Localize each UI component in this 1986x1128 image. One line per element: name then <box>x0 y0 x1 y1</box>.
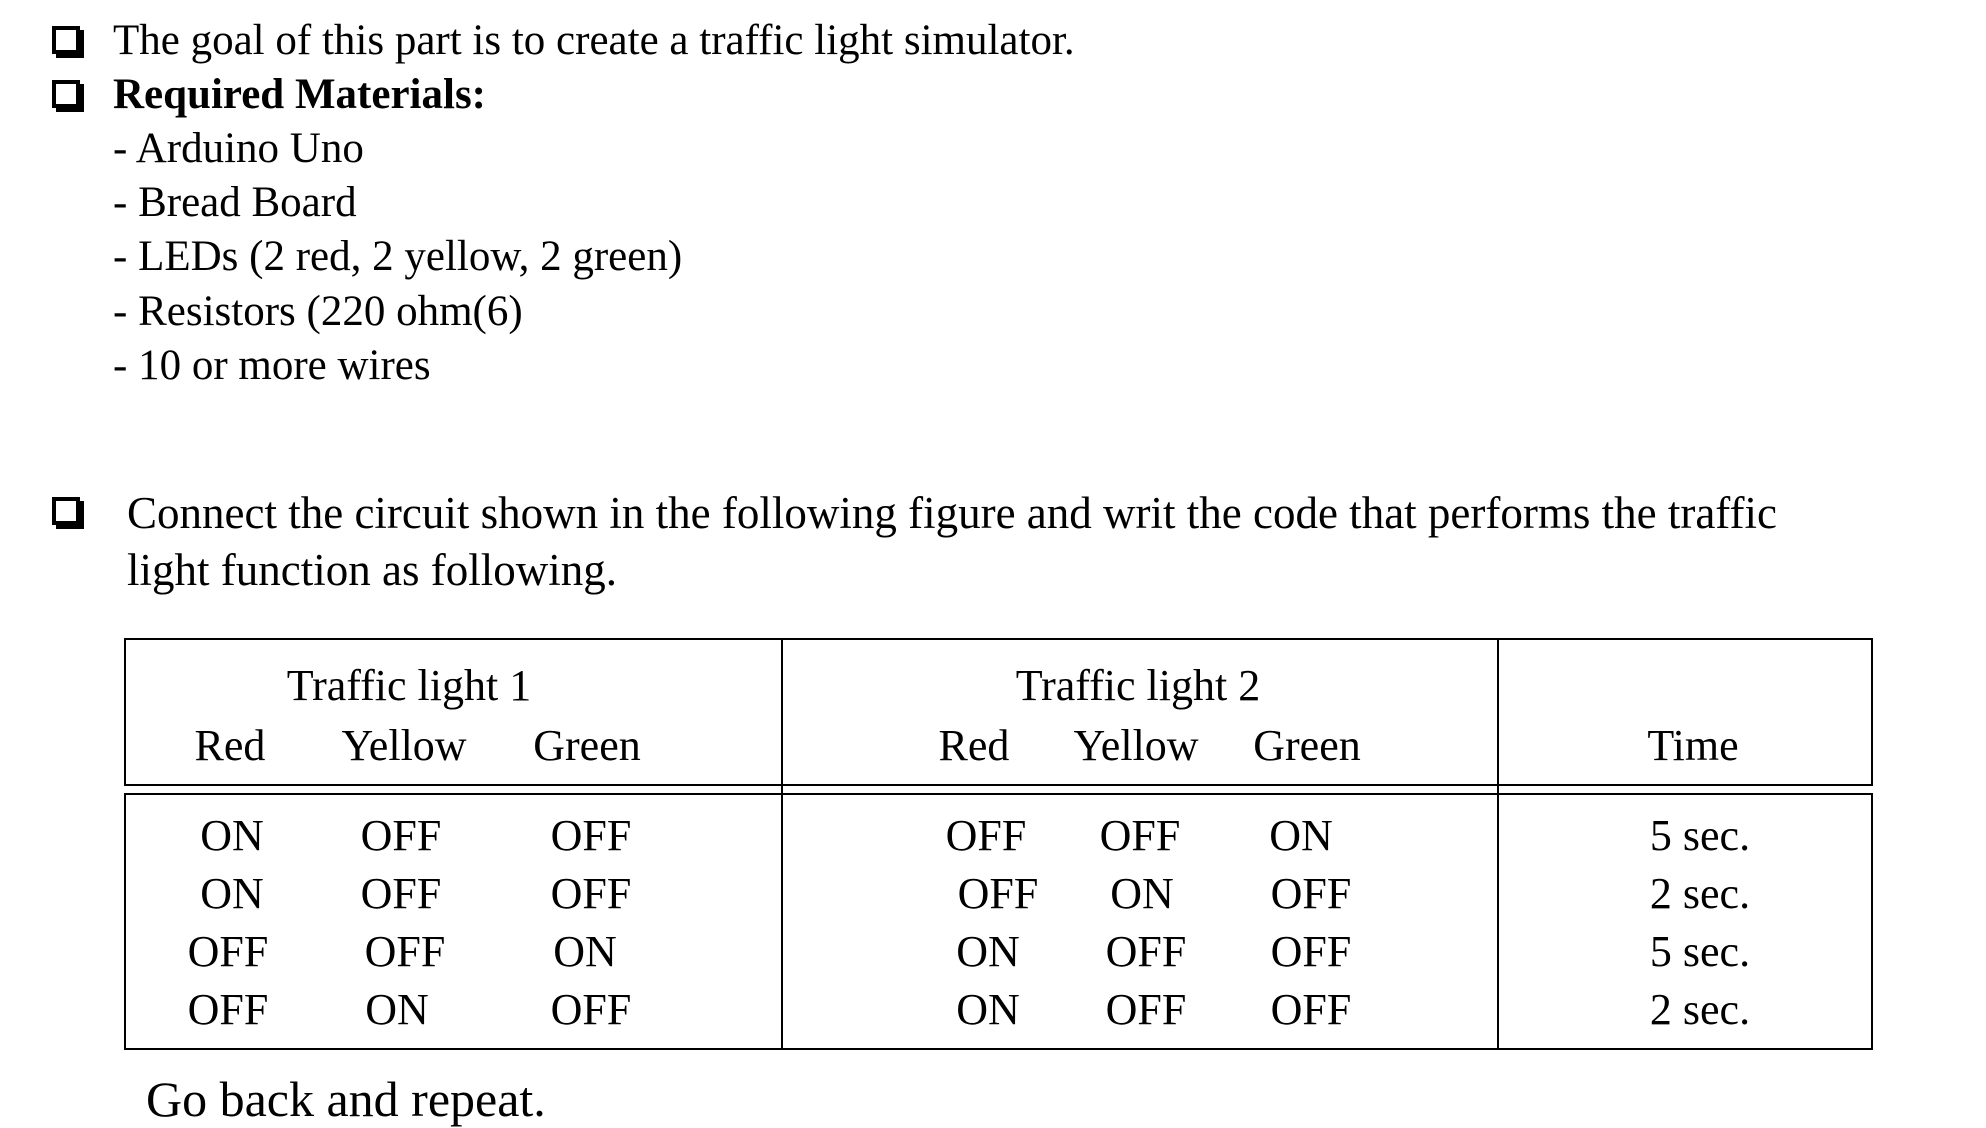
group-header-traffic-light-2: Traffic light 2 <box>1015 661 1261 710</box>
table-cell: 5 sec. <box>1649 811 1751 860</box>
table-cell: ON <box>200 811 264 860</box>
column-header: Red <box>194 721 266 770</box>
column-header: Yellow <box>341 721 467 770</box>
material-item: - Arduino Uno <box>113 125 364 172</box>
checkbox-task <box>52 497 80 525</box>
column-divider <box>781 638 783 1050</box>
footer-text: Go back and repeat. <box>146 1071 546 1127</box>
table-cell: ON <box>553 927 617 976</box>
material-item: - 10 or more wires <box>113 342 431 389</box>
table-cell: OFF <box>1099 811 1181 860</box>
materials-heading: Required Materials: <box>113 71 486 118</box>
column-divider <box>1497 638 1499 1050</box>
column-header: Green <box>1253 721 1361 770</box>
material-item: - LEDs (2 red, 2 yellow, 2 green) <box>113 233 683 280</box>
table-cell: 2 sec. <box>1649 869 1751 918</box>
checkbox-goal <box>52 26 80 54</box>
task-text-line2: light function as following. <box>127 545 617 595</box>
table-cell: OFF <box>360 811 442 860</box>
table-cell: ON <box>956 985 1020 1034</box>
table-cell: OFF <box>1270 985 1352 1034</box>
column-header: Time <box>1647 721 1739 770</box>
table-cell: 5 sec. <box>1649 927 1751 976</box>
table-cell: OFF <box>1270 927 1352 976</box>
table-cell: OFF <box>945 811 1027 860</box>
table-cell: OFF <box>1105 927 1187 976</box>
material-item: - Bread Board <box>113 179 357 226</box>
table-cell: ON <box>1110 869 1174 918</box>
table-cell: OFF <box>360 869 442 918</box>
table-cell: ON <box>200 869 264 918</box>
table-cell: OFF <box>957 869 1039 918</box>
table-cell: OFF <box>187 927 269 976</box>
column-header: Red <box>938 721 1010 770</box>
table-cell: OFF <box>1105 985 1187 1034</box>
table-cell: 2 sec. <box>1649 985 1751 1034</box>
column-header: Yellow <box>1073 721 1199 770</box>
traffic-light-table <box>124 638 1873 1050</box>
table-cell: OFF <box>550 811 632 860</box>
table-cell: OFF <box>364 927 446 976</box>
table-cell: ON <box>1269 811 1333 860</box>
task-text-line1: Connect the circuit shown in the following figure and writ the code that performs the traffic <box>127 488 1777 538</box>
table-cell: OFF <box>1270 869 1352 918</box>
column-header: Green <box>533 721 641 770</box>
table-cell: ON <box>956 927 1020 976</box>
goal-text: The goal of this part is to create a traffic light simulator. <box>113 17 1075 64</box>
table-cell: ON <box>365 985 429 1034</box>
table-cell: OFF <box>187 985 269 1034</box>
table-cell: OFF <box>550 869 632 918</box>
material-item: - Resistors (220 ohm(6) <box>113 288 523 335</box>
table-cell: OFF <box>550 985 632 1034</box>
checkbox-materials <box>52 80 80 108</box>
group-header-traffic-light-1: Traffic light 1 <box>286 661 532 710</box>
